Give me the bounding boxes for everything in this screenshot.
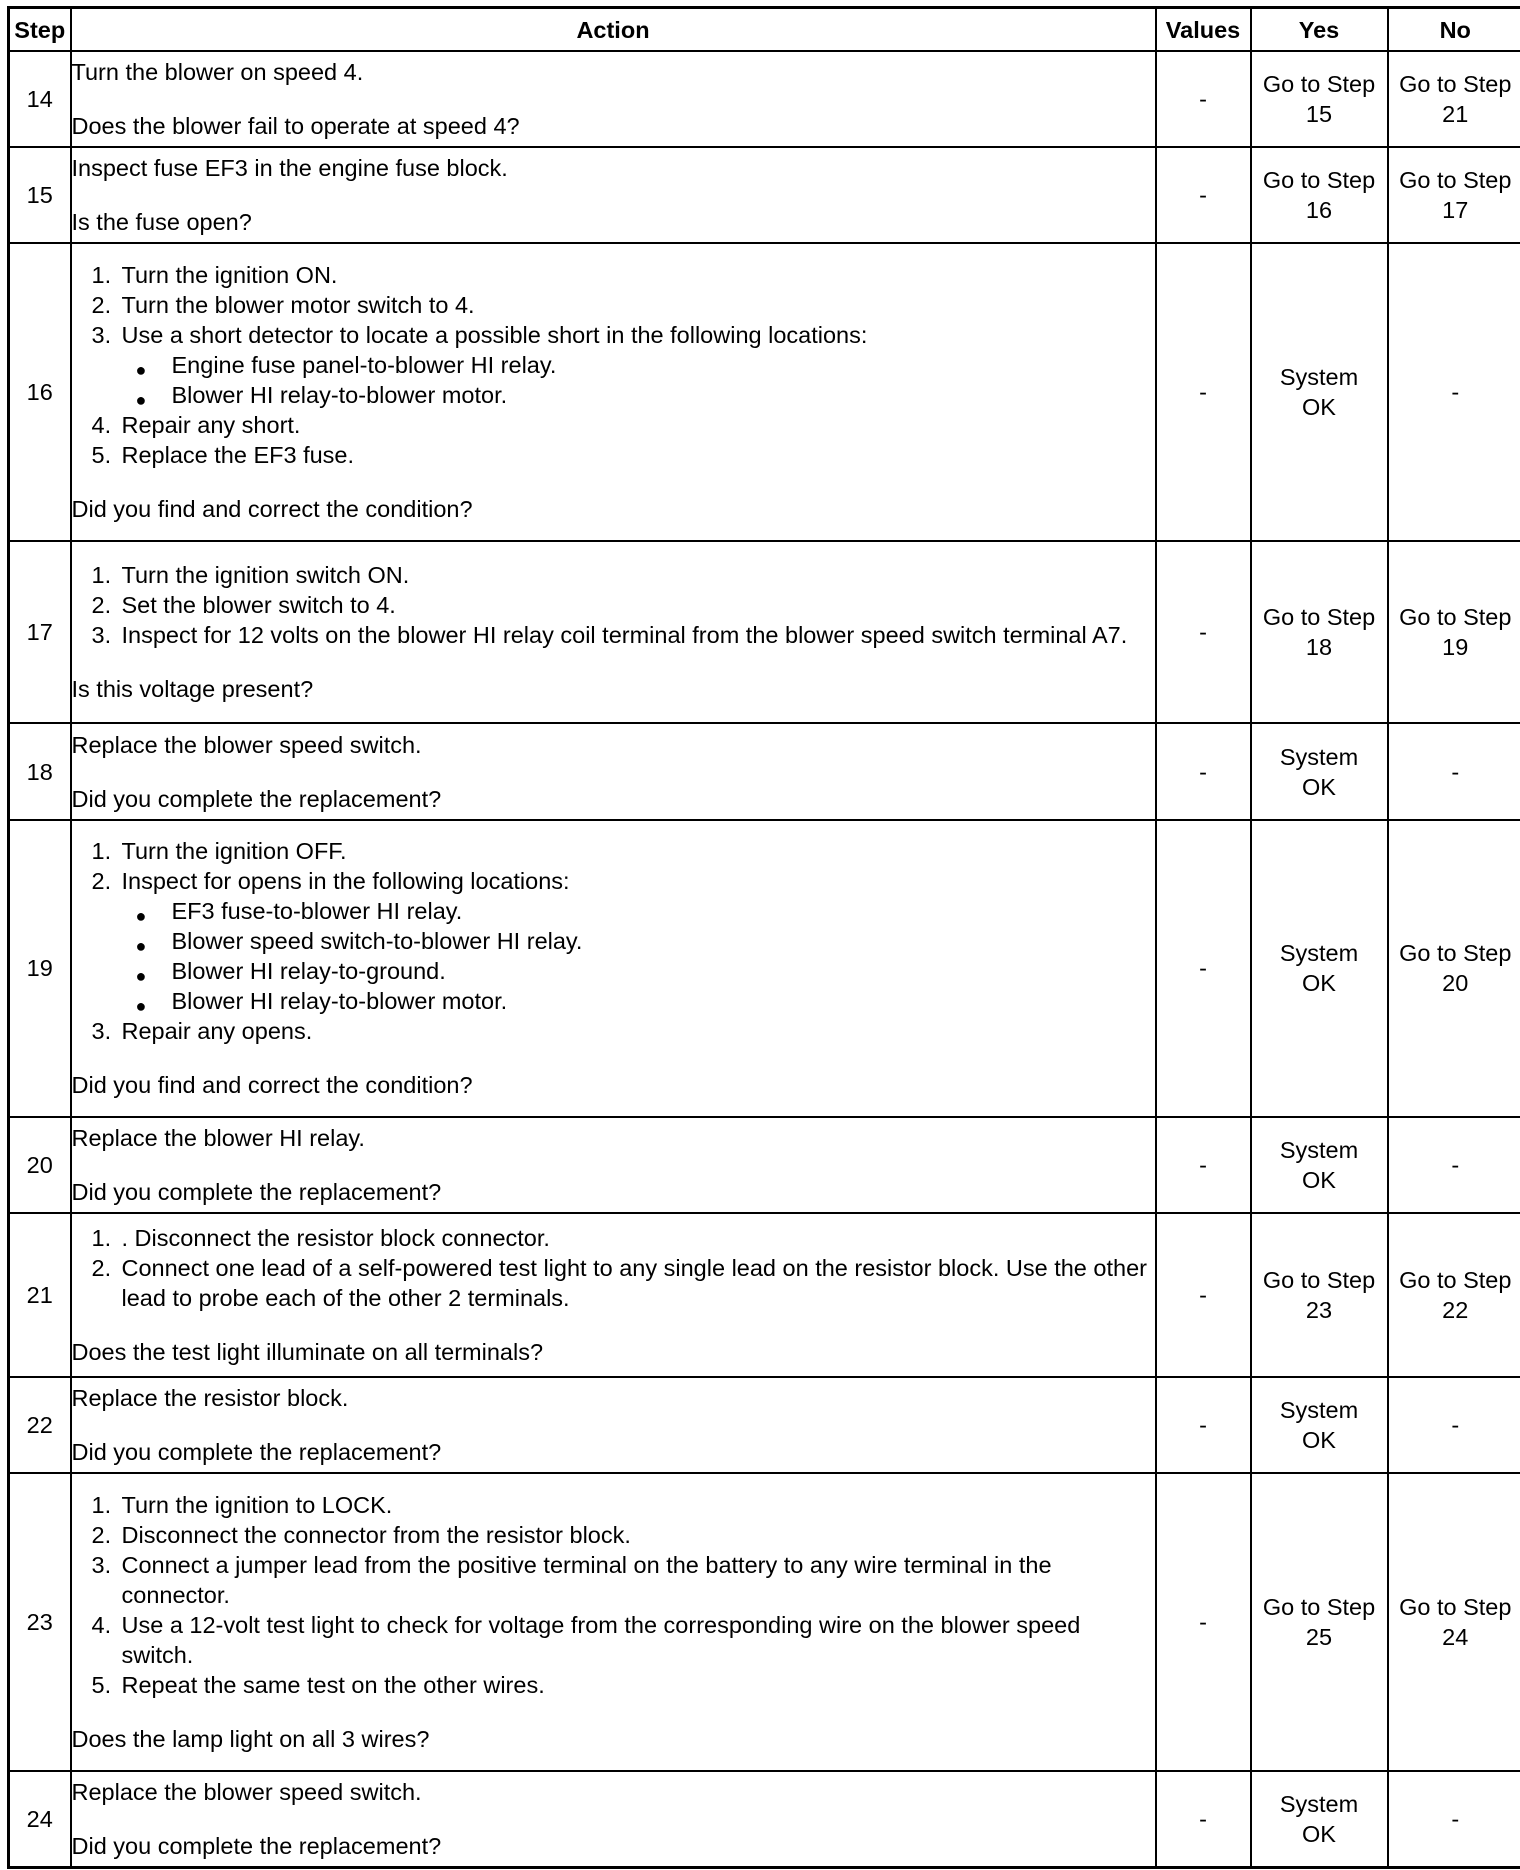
no-cell [1388, 1473, 1520, 1771]
step-cell: 18 [9, 723, 71, 819]
values-cell: - [1156, 243, 1251, 541]
action-gap [72, 1413, 1155, 1437]
step-number: 1. [91, 838, 112, 865]
step-number: 5. [91, 1671, 112, 1698]
step-cell: 15 [9, 147, 71, 243]
step-text: Inspect for 12 volts on the blower HI relay coil terminal from the blower speed switch terminal A7. [121, 622, 1128, 649]
step-text: Turn the ignition ON. [121, 262, 338, 289]
yes-answer-line: OK [1302, 970, 1336, 997]
action-step [82, 290, 1155, 320]
action-question: Did you complete the replacement? [71, 1832, 442, 1859]
location-item [122, 926, 1155, 956]
header-action: Action [71, 8, 1156, 52]
action-step [82, 866, 1155, 1016]
step-text: Turn the blower motor switch to 4. [121, 292, 475, 319]
step-text: Turn the ignition to LOCK. [121, 1491, 393, 1518]
action-cell [71, 1473, 1156, 1771]
action-step [82, 1550, 1155, 1610]
table-row [9, 1473, 1520, 1771]
no-answer-line: - [1451, 1805, 1460, 1832]
bullet-icon: ● [135, 906, 147, 927]
yes-answer-line: OK [1302, 394, 1336, 421]
step-text: . Disconnect the resistor block connector. [121, 1225, 550, 1252]
yes-cell [1251, 51, 1388, 147]
yes-answer-line: Go to Step [1262, 167, 1376, 194]
action-step [82, 320, 1155, 410]
no-cell [1388, 147, 1520, 243]
no-answer-line: 21 [1442, 101, 1469, 128]
step-cell: 24 [9, 1771, 71, 1868]
step-number: 4. [91, 1611, 112, 1638]
table-row [9, 1377, 1520, 1473]
location-text: Engine fuse panel-to-blower HI relay. [171, 352, 557, 379]
yes-answer-line: Go to Step [1262, 1267, 1376, 1294]
action-gap [72, 183, 1155, 207]
action-gap [72, 87, 1155, 111]
action-step [82, 1610, 1155, 1670]
action-cell [71, 1213, 1156, 1376]
action-question: Is this voltage present? [71, 676, 314, 703]
action-step [82, 620, 1155, 650]
yes-answer-line: System [1279, 940, 1359, 967]
action-step [82, 1223, 1155, 1253]
no-answer-line: - [1451, 379, 1460, 406]
step-text: Connect one lead of a self-powered test light to any single lead on the resistor block. Use the other lead to probe each of the other 2 terminals. [121, 1255, 1147, 1312]
no-answer-line: Go to Step [1399, 1267, 1512, 1294]
step-cell: 23 [9, 1473, 71, 1771]
step-number: 4. [91, 412, 112, 439]
step-text: Inspect for opens in the following locations: [121, 868, 570, 895]
action-gap [72, 1046, 1155, 1070]
action-steps [72, 1223, 1155, 1313]
yes-answer-line: 15 [1305, 101, 1333, 128]
values-cell: - [1156, 1377, 1251, 1473]
step-text: Turn the ignition switch ON. [121, 562, 410, 589]
step-number: 3. [91, 622, 112, 649]
table-row [9, 723, 1520, 819]
values-cell: - [1156, 1213, 1251, 1376]
step-cell: 22 [9, 1377, 71, 1473]
yes-cell [1251, 1473, 1388, 1771]
diagnostic-table [7, 6, 1520, 1869]
step-text: Replace the EF3 fuse. [121, 442, 355, 469]
header-yes: Yes [1251, 8, 1388, 52]
values-cell: - [1156, 541, 1251, 723]
location-text: Blower HI relay-to-blower motor. [171, 988, 508, 1015]
action-intro: Replace the blower HI relay. [71, 1125, 365, 1152]
no-answer-line: - [1451, 1411, 1460, 1438]
values-cell: - [1156, 1473, 1251, 1771]
no-answer-line: Go to Step [1399, 604, 1512, 631]
step-cell: 20 [9, 1117, 71, 1213]
action-cell [71, 541, 1156, 723]
action-question: Did you complete the replacement? [71, 1179, 442, 1206]
action-steps [72, 560, 1155, 650]
step-text: Connect a jumper lead from the positive terminal on the battery to any wire terminal in the connector. [121, 1551, 1052, 1608]
bullet-icon: ● [135, 360, 147, 381]
yes-answer-line: Go to Step [1262, 1593, 1376, 1620]
no-cell [1388, 723, 1520, 819]
step-number: 1. [91, 262, 112, 289]
table-row [9, 243, 1520, 541]
no-answer-line: 17 [1442, 197, 1469, 224]
no-cell [1388, 1213, 1520, 1376]
no-cell [1388, 51, 1520, 147]
action-question: Does the test light illuminate on all terminals? [71, 1339, 544, 1366]
yes-cell [1251, 723, 1388, 819]
step-number: 1. [91, 562, 112, 589]
yes-answer-line: System [1279, 1396, 1359, 1423]
action-intro: Replace the resistor block. [71, 1384, 349, 1411]
yes-answer-line: OK [1302, 1426, 1336, 1453]
action-gap [72, 1313, 1155, 1337]
values-cell: - [1156, 51, 1251, 147]
no-answer-line: 19 [1442, 634, 1469, 661]
step-text: Use a short detector to locate a possible short in the following locations: [121, 322, 868, 349]
location-item [122, 380, 1155, 410]
yes-answer-line: System [1279, 743, 1359, 770]
yes-answer-line: OK [1302, 773, 1336, 800]
action-question: Does the blower fail to operate at speed 4? [71, 113, 520, 140]
yes-cell [1251, 820, 1388, 1118]
table-body [9, 51, 1520, 1868]
action-steps [72, 1490, 1155, 1700]
action-cell [71, 1771, 1156, 1868]
step-number: 3. [91, 322, 112, 349]
action-intro: Inspect fuse EF3 in the engine fuse block. [71, 155, 508, 182]
action-intro: Replace the blower speed switch. [71, 731, 422, 758]
action-step [82, 260, 1155, 290]
no-answer-line: Go to Step [1399, 1593, 1512, 1620]
action-cell [71, 820, 1156, 1118]
action-intro: Replace the blower speed switch. [71, 1778, 422, 1805]
step-cell: 21 [9, 1213, 71, 1376]
yes-answer-line: Go to Step [1262, 71, 1376, 98]
no-cell [1388, 1117, 1520, 1213]
action-step [82, 410, 1155, 440]
values-cell: - [1156, 147, 1251, 243]
location-item [122, 986, 1155, 1016]
action-steps [72, 836, 1155, 1046]
location-item [122, 896, 1155, 926]
step-cell: 19 [9, 820, 71, 1118]
action-gap [72, 1700, 1155, 1724]
yes-cell [1251, 147, 1388, 243]
step-text: Disconnect the connector from the resistor block. [121, 1521, 631, 1548]
no-answer-line: - [1451, 758, 1460, 785]
action-question: Did you find and correct the condition? [71, 496, 473, 523]
bullet-icon: ● [135, 996, 147, 1017]
no-cell [1388, 541, 1520, 723]
yes-cell [1251, 1377, 1388, 1473]
bullet-icon: ● [135, 390, 147, 411]
table-row [9, 51, 1520, 147]
step-text: Turn the ignition OFF. [121, 838, 347, 865]
action-cell [71, 1377, 1156, 1473]
yes-answer-line: OK [1302, 1167, 1336, 1194]
action-step [82, 836, 1155, 866]
location-item [122, 956, 1155, 986]
sub-locations [122, 350, 1155, 410]
action-step [82, 1016, 1155, 1046]
yes-cell [1251, 1213, 1388, 1376]
step-number: 3. [91, 1018, 112, 1045]
table-row [9, 1771, 1520, 1868]
values-cell: - [1156, 1771, 1251, 1868]
action-gap [72, 650, 1155, 674]
action-question: Is the fuse open? [71, 209, 252, 236]
step-text: Use a 12-volt test light to check for voltage from the corresponding wire on the blower speed switch. [121, 1611, 1081, 1668]
step-number: 2. [91, 1255, 112, 1282]
yes-answer-line: Go to Step [1262, 604, 1376, 631]
action-question: Did you complete the replacement? [71, 1438, 442, 1465]
step-cell: 16 [9, 243, 71, 541]
no-cell [1388, 1377, 1520, 1473]
yes-answer-line: System [1279, 364, 1359, 391]
yes-answer-line: 16 [1305, 197, 1333, 224]
step-number: 1. [91, 1491, 112, 1518]
action-cell [71, 51, 1156, 147]
yes-cell [1251, 541, 1388, 723]
table-row [9, 1213, 1520, 1376]
action-question: Did you complete the replacement? [71, 785, 442, 812]
action-step [82, 560, 1155, 590]
values-cell: - [1156, 1117, 1251, 1213]
no-cell [1388, 243, 1520, 541]
header-step: Step [9, 8, 71, 52]
no-cell [1388, 1771, 1520, 1868]
location-text: Blower HI relay-to-blower motor. [171, 382, 508, 409]
no-cell [1388, 820, 1520, 1118]
action-gap [72, 1807, 1155, 1831]
no-answer-line: - [1451, 1152, 1460, 1179]
no-answer-line: Go to Step [1399, 940, 1512, 967]
no-answer-line: 22 [1442, 1297, 1469, 1324]
step-number: 1. [91, 1225, 112, 1252]
yes-cell [1251, 243, 1388, 541]
step-text: Repair any opens. [121, 1018, 313, 1045]
yes-answer-line: OK [1302, 1820, 1336, 1847]
yes-answer-line: 18 [1305, 634, 1333, 661]
location-text: Blower speed switch-to-blower HI relay. [171, 928, 583, 955]
action-gap [72, 470, 1155, 494]
step-cell: 17 [9, 541, 71, 723]
values-cell: - [1156, 820, 1251, 1118]
step-number: 2. [91, 292, 112, 319]
yes-answer-line: 23 [1305, 1297, 1333, 1324]
step-number: 2. [91, 1521, 112, 1548]
header-values: Values [1156, 8, 1251, 52]
action-cell [71, 723, 1156, 819]
table-row [9, 1117, 1520, 1213]
action-gap [72, 760, 1155, 784]
no-answer-line: 24 [1442, 1623, 1469, 1650]
bullet-icon: ● [135, 966, 147, 987]
action-gap [72, 1153, 1155, 1177]
table-row [9, 541, 1520, 723]
yes-answer-line: System [1279, 1790, 1359, 1817]
location-text: Blower HI relay-to-ground. [171, 958, 446, 985]
step-text: Set the blower switch to 4. [121, 592, 396, 619]
step-number: 2. [91, 868, 112, 895]
action-intro: Turn the blower on speed 4. [71, 59, 364, 86]
action-question: Did you find and correct the condition? [71, 1072, 473, 1099]
action-cell [71, 243, 1156, 541]
action-step [82, 1490, 1155, 1520]
action-step [82, 1520, 1155, 1550]
action-step [82, 1253, 1155, 1313]
action-cell [71, 1117, 1156, 1213]
step-text: Repair any short. [121, 412, 301, 439]
location-item [122, 350, 1155, 380]
values-cell: - [1156, 723, 1251, 819]
step-number: 5. [91, 442, 112, 469]
yes-cell [1251, 1771, 1388, 1868]
no-answer-line: Go to Step [1399, 71, 1512, 98]
step-number: 3. [91, 1551, 112, 1578]
no-answer-line: 20 [1442, 970, 1469, 997]
action-step [82, 440, 1155, 470]
yes-answer-line: 25 [1305, 1623, 1333, 1650]
no-answer-line: Go to Step [1399, 167, 1512, 194]
yes-cell [1251, 1117, 1388, 1213]
location-text: EF3 fuse-to-blower HI relay. [171, 898, 463, 925]
action-question: Does the lamp light on all 3 wires? [71, 1725, 430, 1752]
header-row [9, 8, 1520, 52]
action-step [82, 590, 1155, 620]
table-row [9, 820, 1520, 1118]
action-steps [72, 260, 1155, 470]
step-cell: 14 [9, 51, 71, 147]
header-no: No [1388, 8, 1520, 52]
action-step [82, 1670, 1155, 1700]
action-cell [71, 147, 1156, 243]
sub-locations [122, 896, 1155, 1016]
yes-answer-line: System [1279, 1137, 1359, 1164]
step-text: Repeat the same test on the other wires. [121, 1671, 545, 1698]
table-row [9, 147, 1520, 243]
bullet-icon: ● [135, 936, 147, 957]
step-number: 2. [91, 592, 112, 619]
